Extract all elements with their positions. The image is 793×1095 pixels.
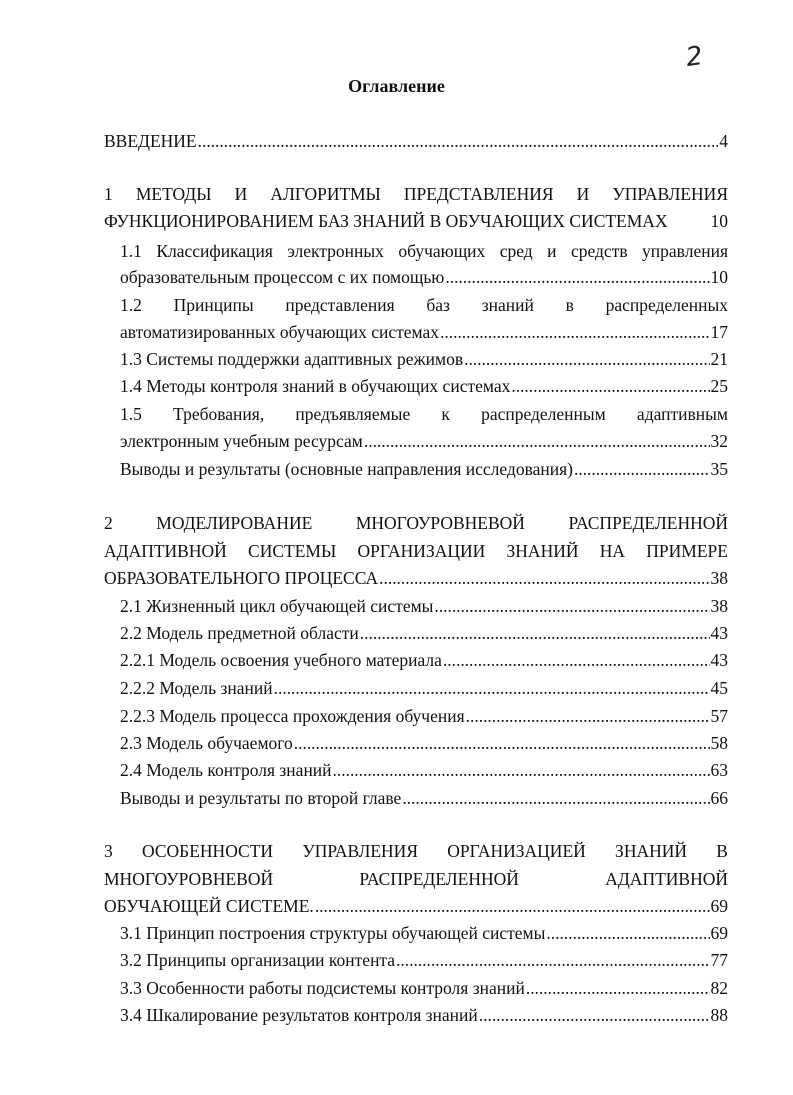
heading-word: И [576, 184, 590, 204]
toc-entry-label: Выводы и результаты (основные направления исследования) [120, 459, 573, 479]
entry-word: обучающих [398, 241, 486, 261]
toc-entry-page: 43 [710, 650, 728, 670]
dot-leader [294, 732, 710, 754]
dot-leader [479, 1004, 710, 1026]
toc-entry-1-2-line-1[interactable] [120, 294, 728, 316]
entry-word: в [565, 295, 574, 315]
toc-entry-page: 38 [710, 568, 728, 588]
toc-entry-3-2[interactable] [120, 949, 728, 971]
dot-leader [333, 759, 710, 781]
toc-entry-page: 77 [710, 950, 728, 970]
heading-word: РАСПРЕДЕЛЕННОЙ [568, 513, 728, 533]
heading-word: 2 [104, 513, 113, 533]
toc-entry-label: 2.1 Жизненный цикл обучающей системы [120, 596, 434, 616]
toc-entry-page: 66 [710, 788, 728, 808]
heading-word: 1 [104, 184, 113, 204]
toc-entry-label: 2.3 Модель обучаемого [120, 733, 293, 753]
toc-entry-1-1-line-2[interactable] [120, 266, 728, 288]
heading-word: МНОГОУРОВНЕВОЙ [355, 513, 525, 533]
entry-word: сред [499, 241, 533, 261]
heading-word: ОРГАНИЗАЦИЕЙ [447, 841, 586, 861]
toc-entry-2-3[interactable] [120, 732, 728, 754]
heading-text: ОБРАЗОВАТЕЛЬНОГО ПРОЦЕССА [104, 568, 379, 588]
chapter-3-heading-line-3[interactable] [104, 895, 728, 917]
toc-entry-page: 10 [710, 267, 728, 287]
toc-entry-page: 82 [710, 978, 728, 998]
toc-entry-2-2-3[interactable] [120, 705, 728, 727]
toc-entry-1-1-line-1[interactable] [120, 240, 728, 262]
chapter-1-heading-line-1[interactable] [104, 183, 728, 205]
heading-word: НА [599, 541, 626, 561]
toc-entry-1-2-line-2[interactable] [120, 321, 728, 343]
toc-entry-page: 69 [710, 896, 728, 916]
toc-entry-label: 3.4 Шкалирование результатов контроля знаний [120, 1005, 478, 1025]
dot-leader [396, 949, 709, 971]
heading-word: ОРГАНИЗАЦИИ [357, 541, 486, 561]
dot-leader [364, 430, 710, 452]
heading-text: ФУНКЦИОНИРОВАНИЕМ БАЗ ЗНАНИЙ В ОБУЧАЮЩИХ СИСТЕМАХ [104, 211, 668, 231]
handwritten-page-number: 2 [683, 40, 705, 74]
toc-entry-1-5-line-1[interactable] [120, 403, 728, 425]
heading-word: АДАПТИВНОЙ [104, 541, 227, 561]
toc-entry-2-2[interactable] [120, 622, 728, 644]
toc-entry-label: 3.1 Принцип построения структуры обучающей системы [120, 923, 546, 943]
toc-entry-label: 3.2 Принципы организации контента [120, 950, 396, 970]
entry-word: знаний [481, 295, 534, 315]
toc-entry-page: 38 [710, 596, 728, 616]
entry-word: управления [642, 241, 728, 261]
toc-entry-chapter-1-conclusions[interactable] [120, 458, 728, 480]
heading-word: В [716, 841, 728, 861]
toc-entry-3-3[interactable] [120, 977, 728, 999]
toc-entry-2-2-2[interactable] [120, 677, 728, 699]
toc-entry-page: 69 [710, 923, 728, 943]
dot-leader [274, 677, 710, 699]
dot-leader [546, 922, 709, 944]
toc-entry-label: ВВЕДЕНИЕ [104, 131, 197, 151]
toc-entry-page: 88 [710, 1005, 728, 1025]
heading-word: СИСТЕМЫ [248, 541, 337, 561]
toc-entry-page: 63 [710, 760, 728, 780]
dot-leader [434, 595, 709, 617]
entry-word: средств [570, 241, 628, 261]
entry-word: 1.2 [120, 295, 142, 315]
entry-word: Принципы [173, 295, 254, 315]
heading-word: РАСПРЕДЕЛЕННОЙ [359, 869, 519, 889]
heading-word: ОСОБЕННОСТИ [142, 841, 274, 861]
dot-leader [402, 787, 709, 809]
heading-word: АЛГОРИТМЫ [270, 184, 381, 204]
toc-entry-label: 1.4 Методы контроля знаний в обучающих системах [120, 376, 511, 396]
toc-entry-chapter-2-conclusions[interactable] [120, 787, 728, 809]
heading-word: УПРАВЛЕНИЯ [612, 184, 728, 204]
heading-word: 3 [104, 841, 113, 861]
dot-leader [574, 458, 710, 480]
toc-entry-2-1[interactable] [120, 595, 728, 617]
entry-word: к [441, 404, 450, 424]
entry-word: электронных [287, 241, 384, 261]
toc-entry-label: образовательным процессом с их помощью [120, 267, 445, 287]
entry-word: представления [285, 295, 395, 315]
toc-entry-page: 58 [710, 733, 728, 753]
toc-entry-1-4[interactable] [120, 375, 728, 397]
toc-entry-3-4[interactable] [120, 1004, 728, 1026]
toc-entry-introduction[interactable] [104, 130, 728, 152]
toc-entry-label: 1.3 Системы поддержки адаптивных режимов [120, 349, 464, 369]
heading-word: ЗНАНИЙ [615, 841, 688, 861]
heading-word: МЕТОДЫ [135, 184, 212, 204]
toc-entry-1-5-line-2[interactable] [120, 430, 728, 452]
toc-entry-page: 17 [710, 322, 728, 342]
entry-word: распределенных [605, 295, 728, 315]
chapter-2-heading-line-1[interactable] [104, 512, 728, 534]
toc-entry-1-3[interactable] [120, 348, 728, 370]
dot-leader [445, 266, 709, 288]
toc-entry-page: 4 [719, 131, 728, 151]
dot-leader [464, 348, 709, 370]
heading-text: ОБУЧАЮЩЕЙ СИСТЕМЕ. [104, 896, 314, 916]
toc-entry-label: 2.2.3 Модель процесса прохождения обучения [120, 706, 465, 726]
toc-entry-label: 2.2.1 Модель освоения учебного материала [120, 650, 442, 670]
dot-leader [466, 705, 710, 727]
heading-word: ЗНАНИЙ [506, 541, 579, 561]
entry-word: и [547, 241, 557, 261]
dot-leader [443, 649, 710, 671]
toc-entry-2-2-1[interactable] [120, 649, 728, 671]
chapter-1-heading-line-2[interactable] [104, 210, 728, 232]
toc-entry-page: 35 [710, 459, 728, 479]
entry-word: адаптивным [636, 404, 728, 424]
entry-word: распределенным [481, 404, 606, 424]
entry-word: Требования, [173, 404, 265, 424]
toc-entry-page: 43 [710, 623, 728, 643]
dot-leader [511, 375, 709, 397]
toc-entry-label: 2.2.2 Модель знаний [120, 678, 273, 698]
toc-entry-page: 32 [710, 431, 728, 451]
entry-word: предъявляемые [295, 404, 411, 424]
chapter-3-heading-line-2[interactable] [104, 868, 728, 890]
heading-word: АДАПТИВНОЙ [605, 869, 728, 889]
toc-entry-label: 2.2 Модель предметной области [120, 623, 359, 643]
heading-word: МОДЕЛИРОВАНИЕ [156, 513, 313, 533]
entry-word: 1.5 [120, 404, 142, 424]
heading-word: МНОГОУРОВНЕВОЙ [104, 869, 274, 889]
toc-entry-page: 45 [710, 678, 728, 698]
heading-word: ПРЕДСТАВЛЕНИЯ [403, 184, 554, 204]
heading-word: УПРАВЛЕНИЯ [302, 841, 418, 861]
heading-word: И [234, 184, 248, 204]
heading-word: ПРИМЕРЕ [646, 541, 728, 561]
toc-entry-label: 3.3 Особенности работы подсистемы контроля знаний [120, 978, 525, 998]
entry-word: баз [426, 295, 450, 315]
toc-entry-3-1[interactable] [120, 922, 728, 944]
dot-leader [379, 567, 709, 589]
entry-word: Классификация [156, 241, 273, 261]
toc-entry-label: Выводы и результаты по второй главе [120, 788, 402, 808]
toc-entry-page: 21 [710, 349, 728, 369]
toc-entry-page: 57 [710, 706, 728, 726]
toc-entry-label: автоматизированных обучающих системах [120, 322, 440, 342]
dot-leader [526, 977, 710, 999]
dot-leader [440, 321, 709, 343]
chapter-2-heading-line-3[interactable] [104, 567, 728, 589]
chapter-2-heading-line-2[interactable] [104, 540, 728, 562]
dot-leader [315, 895, 710, 917]
toc-entry-label: 2.4 Модель контроля знаний [120, 760, 332, 780]
toc-entry-page: 10 [710, 211, 728, 231]
dot-leader [198, 130, 719, 152]
dot-leader [360, 622, 710, 644]
entry-word: 1.1 [120, 241, 142, 261]
chapter-3-heading-line-1[interactable] [104, 840, 728, 862]
toc-entry-2-4[interactable] [120, 759, 728, 781]
toc-title: Оглавление [348, 76, 445, 96]
toc-entry-label: электронным учебным ресурсам [120, 431, 363, 451]
toc-entry-page: 25 [710, 376, 728, 396]
